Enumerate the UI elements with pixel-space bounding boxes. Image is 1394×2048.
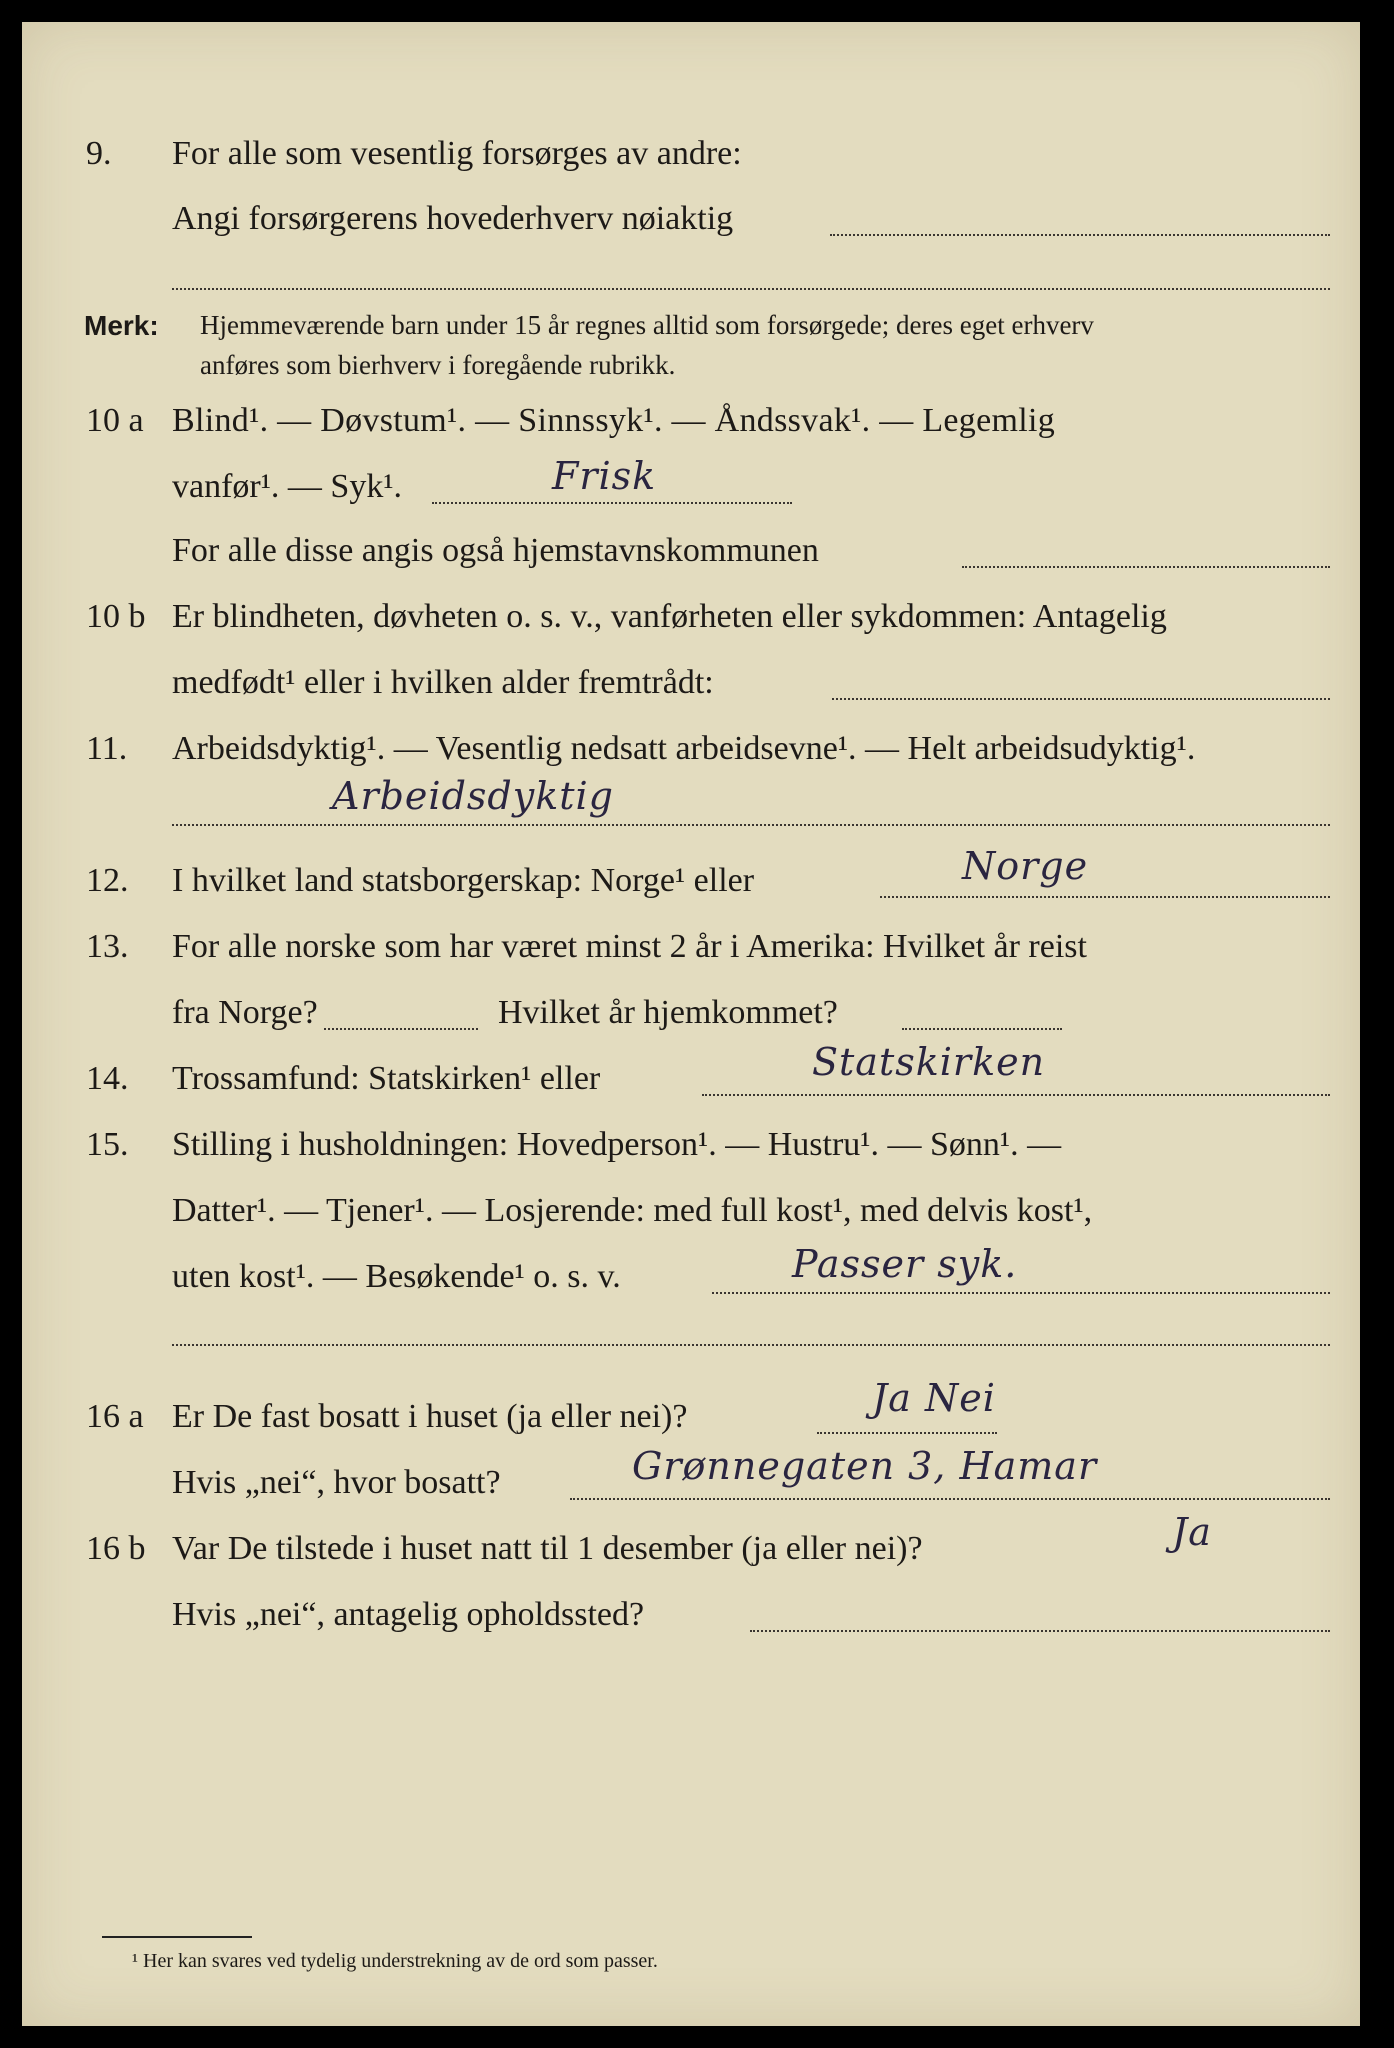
question-number: 15. (86, 1126, 129, 1163)
question-text: Er De fast bosatt i huset (ja eller nei)? (172, 1398, 688, 1435)
question-text: vanfør¹. — Syk¹. (172, 468, 403, 505)
question-text: For alle disse angis også hjemstavnskommunen (172, 532, 819, 569)
note-label: Merk: (84, 310, 159, 341)
question-number: 11. (86, 730, 128, 767)
note-text: Hjemmeværende barn under 15 år regnes alltid som forsørgede; deres eget erhverv (200, 310, 1094, 340)
handwritten-answer: Passer syk. (792, 1242, 1018, 1286)
question-text: Er blindheten, døvheten o. s. v., vanførheten eller sykdommen: Antagelig (172, 598, 1167, 635)
question-text: For alle som vesentlig forsørges av andre: (172, 135, 742, 172)
question-text: uten kost¹. — Besøkende¹ o. s. v. (172, 1258, 621, 1295)
handwritten-answer: Statskirken (812, 1040, 1046, 1084)
question-text: Blind¹. — Døvstum¹. — Sinnssyk¹. — Åndssvak¹. — Legemlig (172, 402, 1056, 439)
answer-line (172, 824, 1330, 826)
question-number: 14. (86, 1060, 129, 1097)
question-text: fra Norge? (172, 994, 318, 1031)
footnote-text: ¹ Her kan svares ved tydelig understrekning av de ord som passer. (132, 1950, 658, 1972)
question-text: Hvis „nei“, antagelig opholdssted? (172, 1596, 645, 1633)
question-number: 10 b (86, 598, 146, 635)
question-text: medfødt¹ eller i hvilken alder fremtrådt: (172, 664, 714, 701)
answer-line (432, 502, 792, 504)
census-form-page (22, 22, 1360, 2026)
answer-line (832, 698, 1330, 700)
question-number: 16 b (86, 1530, 146, 1567)
handwritten-answer: Ja (1172, 1510, 1212, 1554)
question-text: Arbeidsdyktig¹. — Vesentlig nedsatt arbeidsevne¹. — Helt arbeidsudyktig¹. (172, 730, 1196, 767)
question-text: Var De tilstede i huset natt til 1 desember (ja eller nei)? (172, 1530, 923, 1567)
handwritten-answer: Ja Nei (872, 1376, 996, 1420)
question-text: Datter¹. — Tjener¹. — Losjerende: med full kost¹, med delvis kost¹, (172, 1192, 1093, 1229)
answer-line (570, 1498, 1330, 1500)
question-number: 13. (86, 928, 129, 965)
answer-line (830, 234, 1330, 236)
answer-line (880, 896, 1330, 898)
question-text: Trossamfund: Statskirken¹ eller (172, 1060, 601, 1097)
footnote-rule (102, 1936, 252, 1938)
question-number: 12. (86, 862, 129, 899)
question-text: Angi forsørgerens hovederhverv nøiaktig (172, 200, 734, 237)
question-text: For alle norske som har været minst 2 år i Amerika: Hvilket år reist (172, 928, 1087, 965)
question-text: Hvilket år hjemkommet? (498, 994, 838, 1031)
question-text: Stilling i husholdningen: Hovedperson¹. — Hustru¹. — Sønn¹. — (172, 1126, 1062, 1163)
question-text: I hvilket land statsborgerskap: Norge¹ eller (172, 862, 755, 899)
handwritten-answer: Grønnegaten 3, Hamar (632, 1444, 1098, 1488)
answer-line (962, 566, 1330, 568)
question-number: 9. (86, 135, 112, 172)
note-text: anføres som bierhverv i foregående rubrikk. (200, 350, 676, 380)
answer-line (750, 1630, 1330, 1632)
question-text: Hvis „nei“, hvor bosatt? (172, 1464, 501, 1501)
answer-line (324, 1028, 478, 1030)
answer-line (172, 1344, 1330, 1346)
question-number: 10 a (86, 402, 144, 439)
answer-line (702, 1094, 1330, 1096)
answer-line (172, 288, 1330, 290)
answer-line (817, 1432, 997, 1434)
handwritten-answer: Frisk (552, 454, 657, 498)
question-number: 16 a (86, 1398, 144, 1435)
handwritten-answer: Arbeidsdyktig (332, 774, 614, 818)
answer-line (712, 1292, 1330, 1294)
handwritten-answer: Norge (962, 844, 1089, 888)
answer-line (902, 1028, 1062, 1030)
